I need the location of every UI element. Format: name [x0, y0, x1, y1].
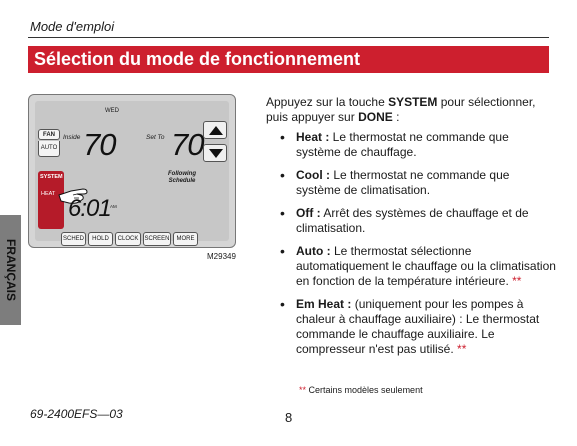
mode-description: (uniquement pour les pompes à chaleur à chauffage auxiliaire) : Le thermostat commande le chauffage auxiliaire. Le compresseur n'est pas utilisé. [296, 297, 540, 356]
mode-description: Le thermostat sélectionne automatiquement le chauffage ou la climatisation en fonction de la température intérieure. [296, 244, 556, 288]
intro-text-3: : [392, 110, 400, 124]
mode-item-auto [266, 244, 556, 289]
am-label: AM [110, 204, 117, 209]
screen-button: SCREEN [143, 232, 171, 246]
set-temperature: 70 [171, 127, 204, 162]
footnote [299, 385, 423, 395]
page-title: Sélection du mode de fonctionnement [28, 46, 549, 73]
language-tab-label: FRANÇAIS [3, 239, 18, 301]
footnote-marker: ** [457, 342, 467, 356]
document-code: 69-2400EFS—03 [30, 407, 123, 421]
header-rule [28, 37, 549, 38]
up-arrow-icon [209, 126, 223, 135]
fan-auto-label: AUTO [38, 141, 60, 157]
set-to-label: Set To [146, 134, 165, 141]
mode-description: Arrêt des systèmes de chauffage et de climatisation. [296, 206, 529, 235]
mode-name: Off : [296, 206, 321, 220]
following-schedule [168, 171, 196, 185]
bullet-icon: • [280, 296, 285, 312]
system-label: SYSTEM [40, 174, 63, 180]
down-arrow-button [203, 144, 227, 162]
mode-description: Le thermostat ne commande que système de climatisation. [296, 168, 510, 197]
schedule-label: Schedule [168, 178, 196, 184]
mode-description: Le thermostat ne commande que système de chauffage. [296, 130, 509, 159]
following-label: Following [168, 171, 196, 177]
figure-code: M29349 [207, 252, 236, 261]
more-button: MORE [173, 232, 198, 246]
inside-label: Inside [63, 134, 81, 141]
bullet-icon: • [280, 129, 285, 145]
bullet-icon: • [280, 243, 285, 259]
up-arrow-button [203, 121, 227, 139]
system-key: SYSTEM [388, 95, 438, 109]
page-number: 8 [285, 410, 293, 425]
intro-paragraph [266, 95, 556, 125]
mode-list [266, 130, 556, 365]
heat-label: HEAT [41, 191, 56, 197]
mode-name: Heat : [296, 130, 330, 144]
language-tab [0, 215, 21, 325]
done-key: DONE [358, 110, 393, 124]
mode-item-cool [266, 168, 556, 198]
mode-item-em-heat [266, 297, 556, 357]
sched-button: SCHED [61, 232, 86, 246]
clock-time: 6:01 [68, 195, 111, 222]
day-label: WED [105, 108, 119, 114]
mode-name: Em Heat : [296, 297, 352, 311]
mode-name: Auto : [296, 244, 331, 258]
footnote-marker: ** [512, 274, 522, 288]
hold-button: HOLD [88, 232, 113, 246]
down-arrow-icon [209, 149, 223, 158]
mode-item-off [266, 206, 556, 236]
bullet-icon: • [280, 167, 285, 183]
mode-item-heat [266, 130, 556, 160]
footnote-text: Certains modèles seulement [306, 385, 423, 395]
fan-button: FAN [38, 129, 60, 140]
intro-text-2: pour sélectionner, puis appuyer sur [266, 95, 536, 124]
clock-button: CLOCK [115, 232, 141, 246]
footnote-star: ** [299, 385, 307, 395]
mode-name: Cool : [296, 168, 330, 182]
inside-temperature: 70 [83, 127, 116, 162]
thermostat-illustration [28, 94, 236, 248]
bullet-icon: • [280, 205, 285, 221]
running-head: Mode d'emploi [30, 19, 115, 34]
intro-text-1: Appuyez sur la touche [266, 95, 389, 109]
thermostat-screen [35, 101, 229, 241]
